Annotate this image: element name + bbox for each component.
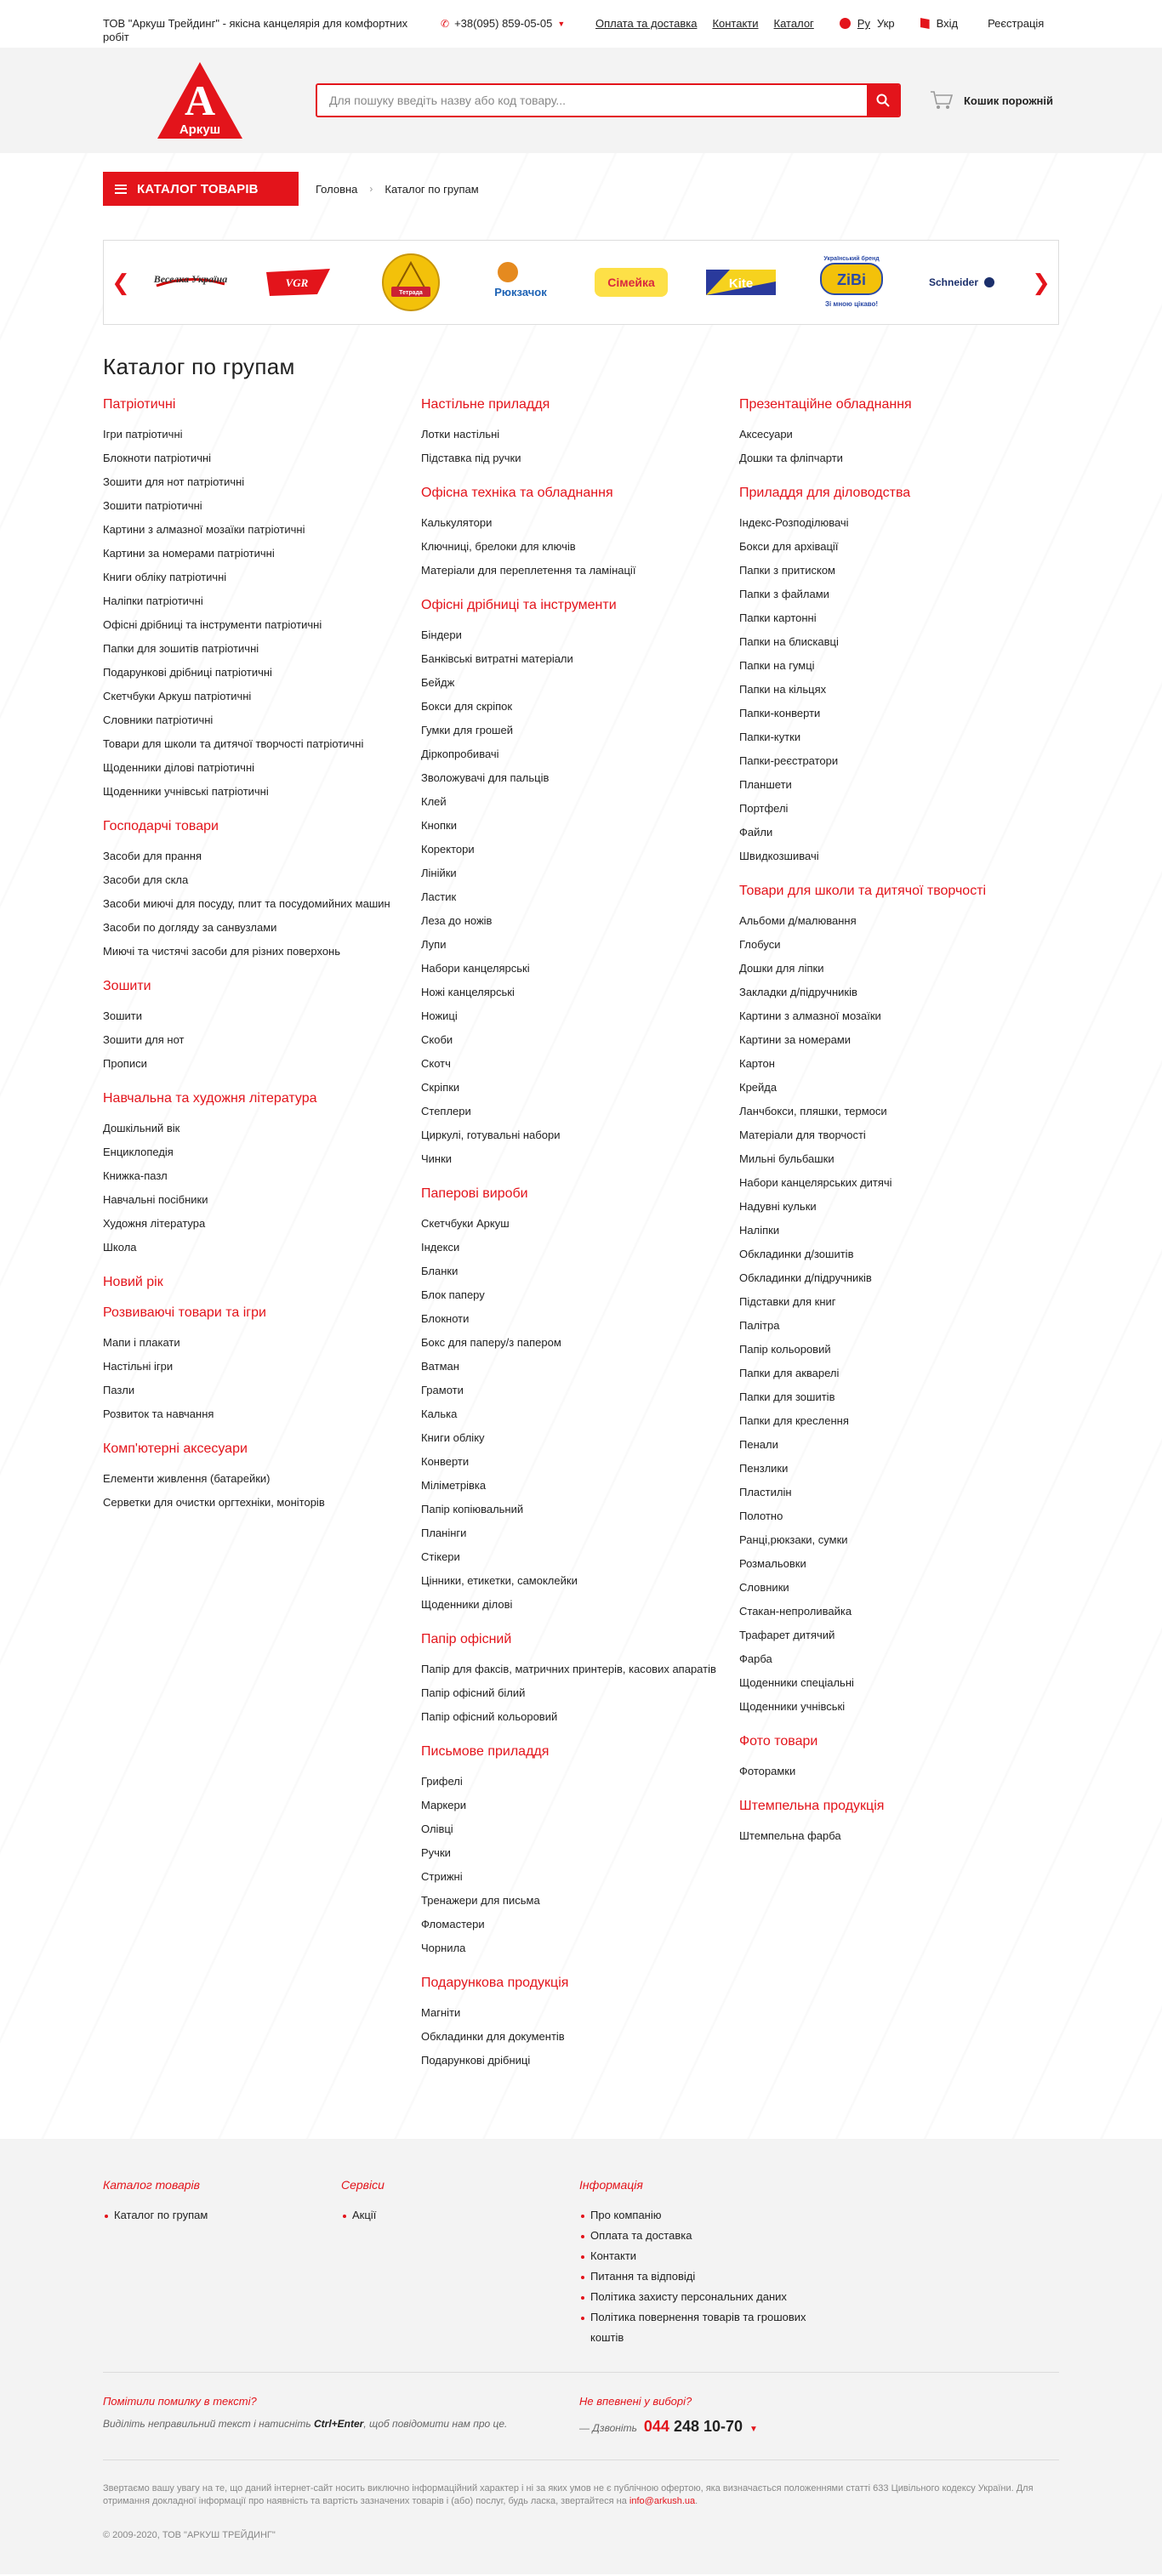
- catalog-item-link[interactable]: Папір офісний білий: [421, 1686, 526, 1699]
- catalog-item-link[interactable]: Пластилін: [739, 1486, 792, 1498]
- catalog-group: [739, 884, 1057, 1719]
- catalog-group-title[interactable]: Приладдя для діловодства: [739, 486, 911, 500]
- catalog-item-link[interactable]: Ножі канцелярські: [421, 986, 515, 998]
- catalog-group-title[interactable]: Комп'ютерні аксесуари: [103, 1442, 248, 1456]
- catalog-item-link[interactable]: Циркулі, готувальні набори: [421, 1129, 561, 1141]
- error-report-hint: Виділіть неправильний текст і натисніть Ctrl+Enter, щоб повідомити нам про це.: [103, 2418, 508, 2430]
- catalog-item-link[interactable]: Подарункові дрібниці патріотичні: [103, 666, 272, 679]
- catalog-item-link[interactable]: Стрижні: [421, 1870, 463, 1883]
- catalog-item-link[interactable]: Матеріали для переплетення та ламінації: [421, 564, 636, 577]
- svg-text:ZiBi: ZiBi: [836, 271, 866, 288]
- brand-ryukzachok[interactable]: [481, 253, 560, 312]
- catalog-item-link[interactable]: Зошити патріотичні: [103, 499, 202, 512]
- catalog-column: [739, 397, 1057, 2088]
- catalog-item-link[interactable]: Зошити: [103, 1009, 142, 1022]
- catalog-item-link[interactable]: Книжка-пазл: [103, 1169, 168, 1182]
- catalog-item-link[interactable]: Планінги: [421, 1527, 467, 1539]
- cart[interactable]: [930, 90, 1053, 111]
- catalog-item-link[interactable]: Мильні бульбашки: [739, 1152, 834, 1165]
- catalog-item-link[interactable]: Біндери: [421, 628, 462, 641]
- legal-email-link[interactable]: info@arkush.ua: [629, 2496, 696, 2506]
- catalog-item-link[interactable]: Індекси: [421, 1241, 460, 1254]
- catalog-item-link[interactable]: Тренажери для письма: [421, 1894, 540, 1907]
- call-phone[interactable]: 044 248 10-70: [643, 2418, 743, 2435]
- catalog-item-link[interactable]: Наліпки: [739, 1224, 780, 1237]
- breadcrumb-current: Каталог по групам: [384, 182, 479, 196]
- catalog-item-link[interactable]: Щоденники спеціальні: [739, 1676, 854, 1689]
- catalog-item-link[interactable]: Альбоми д/малювання: [739, 914, 857, 927]
- catalog-item-link[interactable]: Бейдж: [421, 676, 455, 689]
- catalog-group-title[interactable]: Паперові вироби: [421, 1186, 528, 1201]
- catalog-item-link[interactable]: Гумки для грошей: [421, 724, 513, 736]
- catalog-item-link[interactable]: Розвиток та навчання: [103, 1407, 214, 1420]
- catalog-item-link[interactable]: Щоденники учнівські патріотичні: [103, 785, 269, 798]
- catalog-item-link[interactable]: Надувні кульки: [739, 1200, 817, 1213]
- cart-label: Кошик порожній: [964, 94, 1053, 107]
- menu-icon: [115, 185, 127, 194]
- catalog-item-link[interactable]: Ланчбокси, пляшки, термоси: [739, 1105, 887, 1117]
- catalog-item-link[interactable]: Леза до ножів: [421, 914, 493, 927]
- breadcrumb-home[interactable]: Головна: [316, 182, 358, 196]
- catalog-group-title[interactable]: Подарункова продукція: [421, 1976, 569, 1990]
- header: [0, 48, 1162, 153]
- catalog-item-link[interactable]: Навчальні посібники: [103, 1193, 208, 1206]
- footer-link-privacy[interactable]: Політика захисту персональних даних: [579, 2287, 817, 2307]
- catalog-item-link[interactable]: Словники: [739, 1581, 789, 1594]
- catalog-group: [739, 486, 1057, 868]
- link-catalog[interactable]: Каталог: [773, 17, 814, 30]
- catalog-item-link[interactable]: Папки картонні: [739, 611, 817, 624]
- catalog-item-link[interactable]: Підставки для книг: [739, 1295, 836, 1308]
- svg-text:Schneider: Schneider: [928, 276, 978, 288]
- catalog-group: [421, 1744, 739, 1960]
- catalog-item-link[interactable]: Матеріали для творчості: [739, 1129, 866, 1141]
- catalog-item-link[interactable]: Бланки: [421, 1265, 459, 1277]
- catalog-group-title[interactable]: Зошити: [103, 979, 151, 993]
- catalog-group-title[interactable]: Офісна техніка та обладнання: [421, 486, 613, 500]
- catalog-item-link[interactable]: Засоби для прання: [103, 850, 202, 862]
- phone-selector[interactable]: [441, 17, 592, 30]
- footer: [0, 2139, 1162, 2574]
- catalog-item-link[interactable]: Скетчбуки Аркуш: [421, 1217, 510, 1230]
- catalog-group: [421, 598, 739, 1171]
- call-label: — Дзвоніть: [579, 2422, 637, 2434]
- catalog-item-link[interactable]: Підставка під ручки: [421, 452, 521, 464]
- catalog-item-link[interactable]: Олівці: [421, 1823, 453, 1835]
- catalog-item-link[interactable]: Папки для зошитів: [739, 1390, 835, 1403]
- footer-info-col: [579, 2178, 817, 2348]
- logo-letter: А: [184, 77, 216, 124]
- error-report-block: [103, 2395, 579, 2436]
- search-button[interactable]: [867, 85, 899, 116]
- catalog-item-link[interactable]: Наліпки патріотичні: [103, 594, 203, 607]
- catalog-group: [103, 1305, 421, 1426]
- catalog-item-link[interactable]: Зошити для нот: [103, 1033, 185, 1046]
- catalog-group-title[interactable]: Штемпельна продукція: [739, 1799, 885, 1813]
- catalog-item-link[interactable]: Блокноти: [421, 1312, 470, 1325]
- phone-icon: ✆: [441, 17, 450, 30]
- catalog-item-link[interactable]: Обкладинки д/підручників: [739, 1271, 872, 1284]
- footer-divider: [103, 2372, 1059, 2373]
- catalog-group-title[interactable]: Папір офісний: [421, 1632, 512, 1646]
- catalog-item-link[interactable]: Засоби по догляду за санвузлами: [103, 921, 277, 934]
- phone-number[interactable]: +38(095) 859-05-05: [454, 17, 553, 30]
- catalog-item-link[interactable]: Обкладинки д/зошитів: [739, 1248, 854, 1260]
- catalog-item-link[interactable]: Книги обліку: [421, 1431, 485, 1444]
- catalog-group: [103, 819, 421, 964]
- catalog-group-title[interactable]: Навчальна та художня література: [103, 1091, 317, 1106]
- breadcrumb-separator-icon: ›: [369, 183, 373, 195]
- lang-ua[interactable]: Укр: [876, 17, 895, 30]
- footer-catalog-col: [103, 2178, 341, 2348]
- catalog-group: [421, 1976, 739, 2073]
- login-icon: [920, 18, 930, 29]
- login-link[interactable]: Вхід: [936, 17, 959, 30]
- catalog-item-link[interactable]: Ручки: [421, 1846, 451, 1859]
- catalog-item-link[interactable]: Клей: [421, 795, 447, 808]
- catalog-item-link[interactable]: Художня література: [103, 1217, 206, 1230]
- catalog-item-link[interactable]: Бокси для архівації: [739, 540, 839, 553]
- catalog-group: [421, 486, 739, 583]
- top-bar: [0, 0, 1162, 48]
- catalog-item-link[interactable]: Обкладинки для документів: [421, 2030, 565, 2043]
- catalog-group-title[interactable]: Письмове приладдя: [421, 1744, 550, 1759]
- copyright: © 2009-2020, ТОВ "АРКУШ ТРЕЙДИНГ": [103, 2530, 276, 2540]
- legal-notice: Звертаємо вашу увагу на те, що даний інтернет-сайт носить виключно інформаційний характер і ні за яких умов не є публічною офертою, яка визначається положеннями статті 633 Цивільного кодексу України. Для отримання докладної інформації про наявність та вартість зазначених товарів і (або) послуг, будь ласка, звертайтеся на info@arkush.ua.: [103, 2483, 1034, 2506]
- catalog-item-link[interactable]: Скріпки: [421, 1081, 460, 1094]
- footer-link-returns[interactable]: Політика повернення товарів та грошових коштів: [579, 2307, 817, 2348]
- catalog-group-title[interactable]: Товари для школи та дитячої творчості: [739, 884, 987, 898]
- footer-link-contacts[interactable]: Контакти: [579, 2246, 817, 2266]
- catalog-item-link[interactable]: Словники патріотичні: [103, 714, 214, 726]
- svg-text:Kite: Kite: [728, 276, 754, 291]
- catalog-item-link[interactable]: Файли: [739, 826, 773, 839]
- catalog-item-link[interactable]: Картини з алмазної мозаїки: [739, 1009, 881, 1022]
- catalog-item-link[interactable]: Подарункові дрібниці: [421, 2054, 531, 2067]
- catalog-item-link[interactable]: Папки для акварелі: [739, 1367, 840, 1379]
- catalog-item-link[interactable]: Набори канцелярські: [421, 962, 530, 975]
- brand-zibi[interactable]: [812, 253, 891, 312]
- brand-kite[interactable]: [702, 253, 780, 312]
- catalog-item-link[interactable]: Скотч: [421, 1057, 451, 1070]
- catalog-item-link[interactable]: Штемпельна фарба: [739, 1829, 841, 1842]
- logo-text: Аркуш: [179, 122, 221, 137]
- catalog-item-link[interactable]: Ватман: [421, 1360, 459, 1373]
- footer-link-about[interactable]: Про компанію: [579, 2205, 817, 2226]
- catalog-item-link[interactable]: Папки-реєстратори: [739, 754, 839, 767]
- catalog-item-link[interactable]: Ранці,рюкзаки, сумки: [739, 1533, 848, 1546]
- catalog-menu-label: КАТАЛОГ ТОВАРІВ: [137, 181, 259, 196]
- lang-ru[interactable]: Ру: [857, 17, 870, 30]
- catalog-group-title[interactable]: Фото товари: [739, 1734, 818, 1749]
- catalog-item-link[interactable]: Ножиці: [421, 1009, 458, 1022]
- catalog-item-link[interactable]: Банківські витратні матеріали: [421, 652, 573, 665]
- catalog-item-link[interactable]: Щоденники учнівські: [739, 1700, 846, 1713]
- svg-text:Український бренд: Український бренд: [823, 256, 880, 262]
- catalog-item-link[interactable]: Закладки д/підручників: [739, 986, 857, 998]
- brand-simeyka[interactable]: [592, 253, 670, 312]
- footer-link-faq[interactable]: Питання та відповіді: [579, 2266, 817, 2287]
- catalog-item-link[interactable]: Пензлики: [739, 1462, 789, 1475]
- catalog-item-link[interactable]: Ігри патріотичні: [103, 428, 183, 441]
- catalog-item-link[interactable]: Степлери: [421, 1105, 471, 1117]
- catalog-item-link[interactable]: Пенали: [739, 1438, 778, 1451]
- catalog-group-title[interactable]: Патріотичні: [103, 397, 176, 412]
- catalog-column: [421, 397, 739, 2088]
- catalog-item-link[interactable]: Аксесуари: [739, 428, 793, 441]
- catalog-item-link[interactable]: Папки-кутки: [739, 731, 801, 743]
- page-title: Каталог по групам: [103, 354, 295, 379]
- catalog-item-link[interactable]: Папір для факсів, матричних принтерів, касових апаратів: [421, 1663, 716, 1675]
- catalog-item-link[interactable]: Дошкільний вік: [103, 1122, 180, 1134]
- catalog-item-link[interactable]: Магніти: [421, 2006, 461, 2019]
- catalog-item-link[interactable]: Індекс-Розподілювачі: [739, 516, 849, 529]
- catalog-item-link[interactable]: Засоби для скла: [103, 873, 189, 886]
- catalog-menu-button[interactable]: [103, 172, 299, 206]
- link-contacts[interactable]: Контакти: [712, 17, 759, 30]
- catalog-group: [103, 1275, 421, 1290]
- catalog-item-link[interactable]: Ластик: [421, 890, 457, 903]
- catalog-item-link[interactable]: Конверти: [421, 1455, 470, 1468]
- catalog-item-link[interactable]: Ключниці, брелоки для ключів: [421, 540, 576, 553]
- footer-services-col: [341, 2178, 579, 2348]
- catalog-item-link[interactable]: Папки на кільцях: [739, 683, 827, 696]
- catalog-item-link[interactable]: Папки на гумці: [739, 659, 815, 672]
- svg-text:Тетрада: Тетрада: [399, 290, 423, 296]
- catalog-item-link[interactable]: Бокси для скріпок: [421, 700, 513, 713]
- catalog-item-link[interactable]: Картон: [739, 1057, 775, 1070]
- search-icon: [876, 94, 890, 107]
- catalog-group: [421, 1632, 739, 1729]
- catalog-group-title[interactable]: Офісні дрібниці та інструменти: [421, 598, 617, 612]
- catalog-item-link[interactable]: Швидкозшивачі: [739, 850, 819, 862]
- catalog-group: [103, 1091, 421, 1260]
- catalog-item-link[interactable]: Папір копіювальний: [421, 1503, 524, 1515]
- catalog-item-link[interactable]: Лінійки: [421, 867, 457, 879]
- link-payment-delivery[interactable]: Оплата та доставка: [595, 17, 698, 30]
- catalog-item-link[interactable]: Грамоти: [421, 1384, 464, 1396]
- catalog-group-title[interactable]: Настільне приладдя: [421, 397, 550, 412]
- globe-icon: [840, 18, 851, 29]
- catalog-group: [739, 1734, 1057, 1783]
- catalog-item-link[interactable]: Миючі та чистячі засоби для різних поверхонь: [103, 945, 340, 958]
- catalog-item-link[interactable]: Полотно: [739, 1510, 783, 1522]
- catalog-item-link[interactable]: Бокс для паперу/з папером: [421, 1336, 561, 1349]
- catalog-group: [739, 1799, 1057, 1848]
- catalog-item-link[interactable]: Фарба: [739, 1652, 772, 1665]
- register-link[interactable]: Реєстрація: [988, 17, 1045, 30]
- language-switcher: [840, 17, 895, 30]
- catalog-item-link[interactable]: Папки для креслення: [739, 1414, 849, 1427]
- catalog-group-title[interactable]: Розвиваючі товари та ігри: [103, 1305, 266, 1320]
- catalog-item-link[interactable]: Блок паперу: [421, 1288, 485, 1301]
- catalog-item-link[interactable]: Калька: [421, 1407, 458, 1420]
- catalog-item-link[interactable]: Книги обліку патріотичні: [103, 571, 227, 583]
- catalog-item-link[interactable]: Грифелі: [421, 1775, 463, 1788]
- search-input[interactable]: [317, 85, 867, 116]
- footer-link-payment[interactable]: Оплата та доставка: [579, 2226, 817, 2246]
- catalog-item-link[interactable]: Діркопробивачі: [421, 748, 499, 760]
- call-line: [579, 2418, 1056, 2436]
- svg-text:Зі мною цікаво!: Зі мною цікаво!: [824, 300, 878, 308]
- call-block: [579, 2395, 1056, 2436]
- svg-text:Рюкзачок: Рюкзачок: [494, 286, 548, 299]
- top-links: [595, 17, 814, 30]
- catalog-item-link[interactable]: Палітра: [739, 1319, 780, 1332]
- catalog-item-link[interactable]: Папки з файлами: [739, 588, 829, 600]
- catalog-item-link[interactable]: Розмальовки: [739, 1557, 806, 1570]
- carousel-next-icon[interactable]: ❯: [1032, 269, 1051, 295]
- catalog-item-link[interactable]: Фломастери: [421, 1918, 485, 1931]
- footer-link-promotions[interactable]: Акції: [341, 2205, 579, 2226]
- footer-link-catalog-groups[interactable]: Каталог по групам: [103, 2205, 341, 2226]
- catalog-item-link[interactable]: Планшети: [739, 778, 792, 791]
- catalog-item-link[interactable]: Лупи: [421, 938, 447, 951]
- catalog-item-link[interactable]: Зошити для нот патріотичні: [103, 475, 245, 488]
- catalog-item-link[interactable]: Калькулятори: [421, 516, 493, 529]
- catalog-item-link[interactable]: Стікери: [421, 1550, 460, 1563]
- catalog-item-link[interactable]: Картини з алмазної мозаїки патріотичні: [103, 523, 305, 536]
- brand-vgr[interactable]: [261, 253, 339, 312]
- catalog-item-link[interactable]: Папки з притиском: [739, 564, 835, 577]
- catalog-columns: [103, 397, 1059, 2088]
- brand-schneider[interactable]: [922, 253, 1000, 312]
- catalog-group: [421, 397, 739, 470]
- catalog-item-link[interactable]: Маркери: [421, 1799, 466, 1811]
- catalog-item-link[interactable]: Дошки для ліпки: [739, 962, 824, 975]
- catalog-item-link[interactable]: Щоденники ділові: [421, 1598, 513, 1611]
- main-content: [0, 153, 1162, 2139]
- footer-catalog-title: Каталог товарів: [103, 2178, 200, 2192]
- catalog-item-link[interactable]: Картини за номерами: [739, 1033, 852, 1046]
- footer-services-title: Сервіси: [341, 2178, 384, 2192]
- catalog-item-link[interactable]: Блокноти патріотичні: [103, 452, 212, 464]
- footer-divider-2: [103, 2459, 1059, 2460]
- company-tagline: ТОВ "Аркуш Трейдинг" - якісна канцелярія для комфортних робіт: [103, 17, 408, 43]
- logo[interactable]: [157, 62, 242, 139]
- catalog-item-link[interactable]: Дошки та фліпчарти: [739, 452, 843, 464]
- catalog-item-link[interactable]: Стакан-непроливайка: [739, 1605, 852, 1618]
- catalog-group: [103, 397, 421, 804]
- breadcrumb: [316, 183, 479, 196]
- catalog-item-link[interactable]: Школа: [103, 1241, 137, 1254]
- catalog-item-link[interactable]: Енциклопедія: [103, 1146, 174, 1158]
- catalog-item-link[interactable]: Скетчбуки Аркуш патріотичні: [103, 690, 252, 702]
- catalog-group-title[interactable]: Презентаційне обладнання: [739, 397, 912, 412]
- catalog-item-link[interactable]: Щоденники ділові патріотичні: [103, 761, 255, 774]
- footer-info-title: Інформація: [579, 2178, 643, 2192]
- carousel-prev-icon[interactable]: ❮: [111, 269, 130, 295]
- catalog-item-link[interactable]: Прописи: [103, 1057, 147, 1070]
- catalog-item-link[interactable]: Крейда: [739, 1081, 778, 1094]
- catalog-bar: [103, 153, 1059, 206]
- catalog-column: [103, 397, 421, 2088]
- brand-veselka[interactable]: [151, 253, 230, 312]
- catalog-item-link[interactable]: Папір офісний кольоровий: [421, 1710, 558, 1723]
- call-title: Не впевнені у виборі?: [579, 2395, 692, 2408]
- catalog-item-link[interactable]: Мапи і плакати: [103, 1336, 180, 1349]
- catalog-item-link[interactable]: Коректори: [421, 843, 475, 856]
- search-box: [316, 83, 901, 117]
- catalog-item-link[interactable]: Скоби: [421, 1033, 453, 1046]
- error-report-title: Помітили помилку в тексті?: [103, 2395, 257, 2408]
- catalog-item-link[interactable]: Лотки настільні: [421, 428, 500, 441]
- catalog-group: [103, 1442, 421, 1515]
- catalog-item-link[interactable]: Чинки: [421, 1152, 453, 1165]
- catalog-item-link[interactable]: Картини за номерами патріотичні: [103, 547, 275, 560]
- catalog-group: [421, 1186, 739, 1617]
- catalog-item-link[interactable]: Офісні дрібниці та інструменти патріотичні: [103, 618, 322, 631]
- chevron-down-icon[interactable]: ▼: [749, 2425, 758, 2434]
- catalog-item-link[interactable]: Глобуси: [739, 938, 781, 951]
- catalog-item-link[interactable]: Елементи живлення (батарейки): [103, 1472, 271, 1485]
- svg-text:Сімейка: Сімейка: [607, 276, 655, 289]
- catalog-item-link[interactable]: Портфелі: [739, 802, 789, 815]
- catalog-group-title[interactable]: Новий рік: [103, 1275, 163, 1289]
- catalog-item-link[interactable]: Засоби миючі для посуду, плит та посудомийних машин: [103, 897, 390, 910]
- catalog-item-link[interactable]: Товари для школи та дитячої творчості патріотичні: [103, 737, 364, 750]
- catalog-item-link[interactable]: Міліметрівка: [421, 1479, 487, 1492]
- cart-icon: [930, 90, 954, 111]
- catalog-item-link[interactable]: Настільні ігри: [103, 1360, 174, 1373]
- catalog-item-link[interactable]: Фоторамки: [739, 1765, 796, 1777]
- chevron-down-icon[interactable]: ▼: [557, 19, 566, 28]
- catalog-item-link[interactable]: Пазли: [103, 1384, 135, 1396]
- svg-text:Веселка Україна: Веселка Україна: [153, 273, 228, 285]
- svg-text:VGR: VGR: [286, 276, 309, 289]
- catalog-item-link[interactable]: Папки на блискавці: [739, 635, 839, 648]
- catalog-item-link[interactable]: Папір кольоровий: [739, 1343, 831, 1356]
- catalog-item-link[interactable]: Папки для зошитів патріотичні: [103, 642, 259, 655]
- catalog-item-link[interactable]: Набори канцелярських дитячі: [739, 1176, 892, 1189]
- catalog-item-link[interactable]: Трафарет дитячий: [739, 1629, 835, 1641]
- catalog-group: [103, 979, 421, 1076]
- catalog-group: [739, 397, 1057, 470]
- catalog-group-title[interactable]: Господарчі товари: [103, 819, 219, 833]
- catalog-item-link[interactable]: Зволожувачі для пальців: [421, 771, 550, 784]
- catalog-item-link[interactable]: Папки-конверти: [739, 707, 821, 719]
- brand-tetrada[interactable]: [372, 253, 450, 312]
- brand-carousel: [103, 240, 1059, 325]
- auth-links: [920, 17, 1045, 30]
- catalog-item-link[interactable]: Цінники, етикетки, самоклейки: [421, 1574, 578, 1587]
- catalog-item-link[interactable]: Кнопки: [421, 819, 457, 832]
- catalog-item-link[interactable]: Чорнила: [421, 1942, 466, 1954]
- catalog-item-link[interactable]: Серветки для очистки оргтехніки, моніторів: [103, 1496, 325, 1509]
